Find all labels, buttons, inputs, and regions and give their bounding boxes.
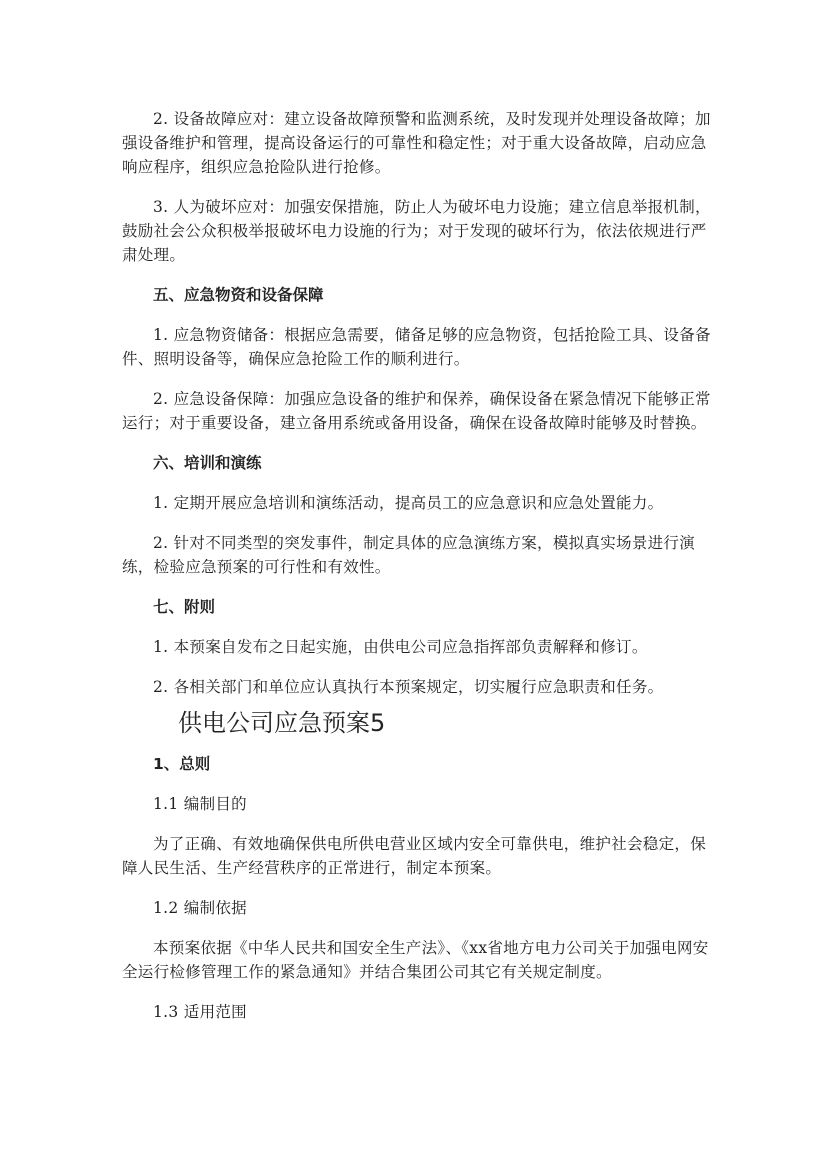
paragraph: 为了正确、有效地确保供电所供电营业区域内安全可靠供电，维护社会稳定，保障人民生活、生产经营秩序的正常进行，制定本预案。 <box>122 835 707 877</box>
section-heading: 1、总则 <box>153 755 211 773</box>
paragraph: 2. 针对不同类型的突发事件，制定具体的应急演练方案，模拟真实场景进行演练，检验应急预案的可行性和有效性。 <box>122 534 696 576</box>
paragraph: 2. 设备故障应对：建立设备故障预警和监测系统，及时发现并处理设备故障；加强设备维护和管理，提高设备运行的可靠性和稳定性；对于重大设备故障，启动应急响应程序，组织应急抢险队进行抢修。 <box>122 110 711 176</box>
paragraph: 1.1 编制目的 <box>153 795 247 813</box>
section-heading: 六、培训和演练 <box>153 454 262 472</box>
paragraph: 1. 应急物资储备：根据应急需要，储备足够的应急物资，包括抢险工具、设备备件、照明设备等，确保应急抢险工作的顺利进行。 <box>122 326 711 368</box>
paragraph: 1.2 编制依据 <box>153 899 247 917</box>
paragraph: 2. 应急设备保障：加强应急设备的维护和保养，确保设备在紧急情况下能够正常运行；对于重要设备，建立备用系统或备用设备，确保在设备故障时能够及时替换。 <box>122 390 711 432</box>
section-heading: 五、应急物资和设备保障 <box>153 286 324 304</box>
document-title: 供电公司应急预案5 <box>178 709 386 737</box>
paragraph: 2. 各相关部门和单位应认真执行本预案规定，切实履行应急职责和任务。 <box>153 678 664 696</box>
section-heading: 七、附则 <box>153 598 216 616</box>
paragraph: 1. 本预案自发布之日起实施，由供电公司应急指挥部负责解释和修订。 <box>153 638 648 656</box>
paragraph: 本预案依据《中华人民共和国安全生产法》、《xx省地方电力公司关于加强电网安全运行检修管理工作的紧急通知》并结合集团公司其它有关规定制度。 <box>122 939 709 981</box>
paragraph: 3. 人为破坏应对：加强安保措施，防止人为破坏电力设施；建立信息举报机制，鼓励社会公众积极举报破坏电力设施的行为；对于发现的破坏行为，依法依规进行严肃处理。 <box>122 198 711 264</box>
paragraph: 1.3 适用范围 <box>153 1003 247 1021</box>
paragraph: 1. 定期开展应急培训和演练活动，提高员工的应急意识和应急处置能力。 <box>153 494 664 512</box>
document-page <box>122 107 714 1040</box>
